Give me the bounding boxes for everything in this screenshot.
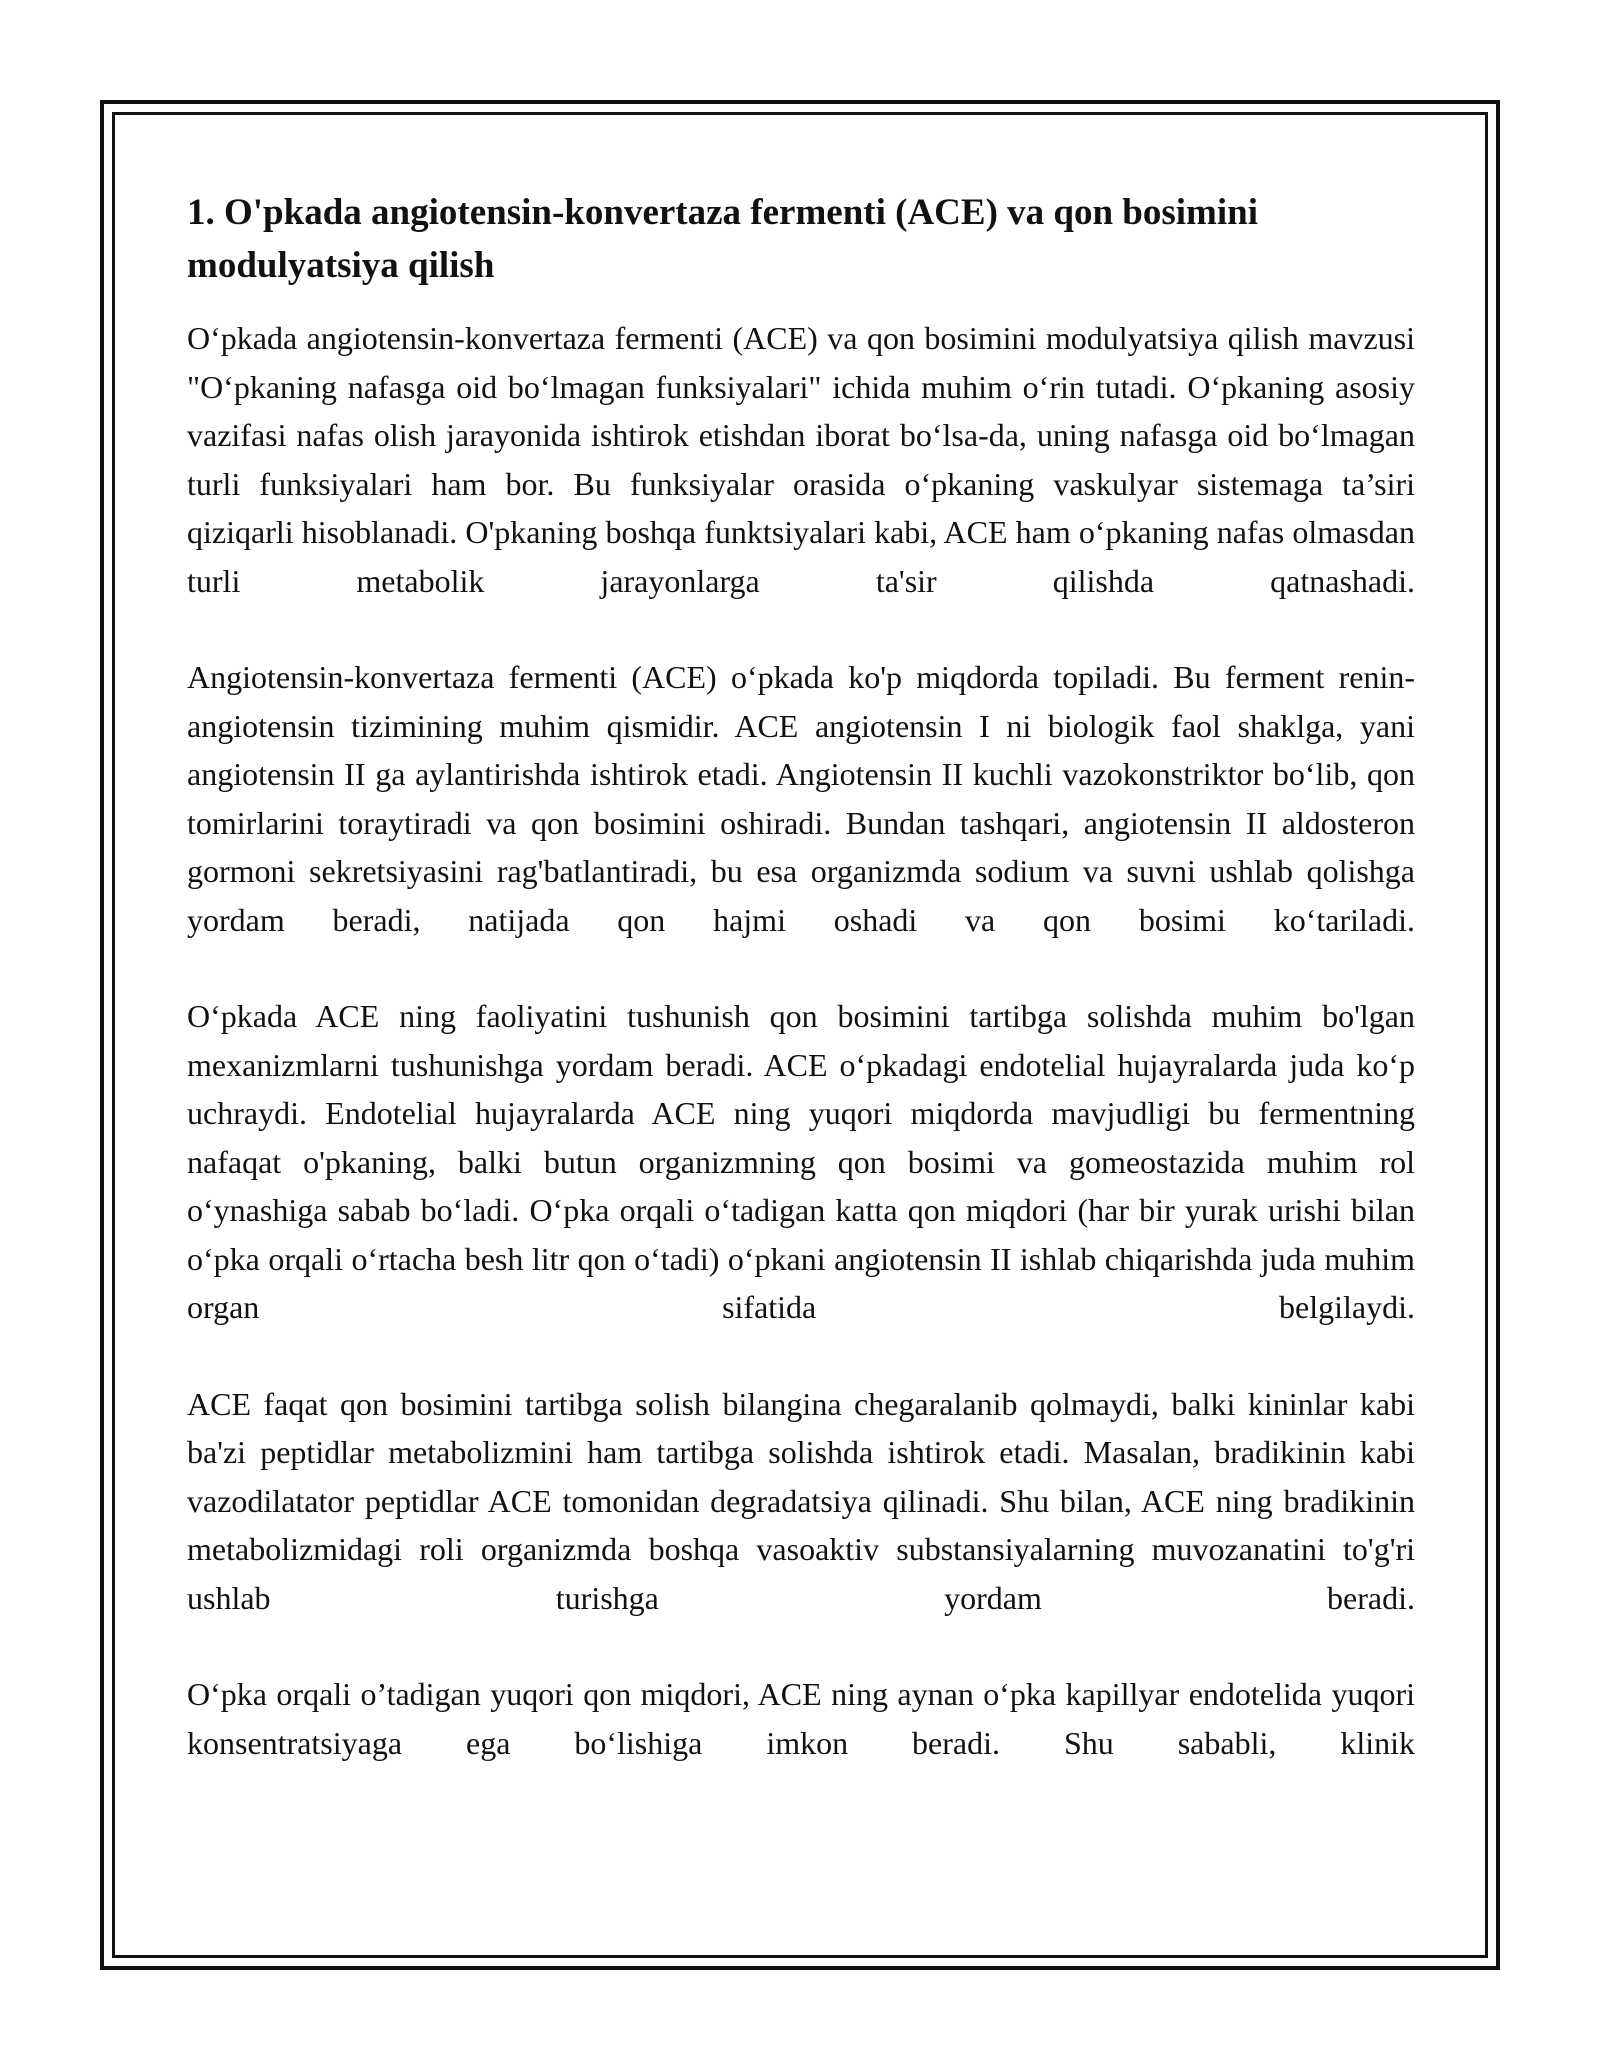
paragraph-1: O‘pkada angiotensin-konvertaza fermenti (ACE) va qon bosimini modulyatsiya qilish mavzusi "O‘pkaning nafasga oid bo‘lmagan funksiyalari" ichida muhim o‘rin tutadi. O‘pkaning asosiy vazifasi nafas olish jarayonida ishtirok etishdan iborat bo‘lsa-da, uning nafasga oid bo‘lmagan turli funksiyalari ham bor. Bu funksiyalar orasida o‘pkaning vaskulyar sistemaga ta’siri qiziqarli hisoblanadi. O'pkaning boshqa funktsiyalari kabi, ACE ham o‘pkaning nafas olmasdan turli metabolik jarayonlarga ta'sir qilishda qatnashadi. bbox=[187, 320, 1415, 599]
section-heading: 1. O'pkada angiotensin-konvertaza fermenti (ACE) va qon bosimini modulyatsiya qilish bbox=[187, 192, 1259, 286]
paragraph-4: ACE faqat qon bosimini tartibga solish bilangina chegaralanib qolmaydi, balki kininlar kabi ba'zi peptidlar metabolizmini ham tartibga solishda ishtirok etadi. Masalan, bradikinin kabi vazodilatator peptidlar ACE tomonidan degradatsiya qilinadi. Shu bilan, ACE ning bradikinin metabolizmidagi roli organizmda boshqa vasoaktiv substansiyalarning muvozanatini to'g'ri ushlab turishga yordam beradi. bbox=[187, 1385, 1415, 1616]
paragraph-2: Angiotensin-konvertaza fermenti (ACE) o‘pkada ko'p miqdorda topiladi. Bu ferment renin-angiotensin tizimining muhim qismidir. ACE angiotensin I ni biologik faol shaklga, yani angiotensin II ga aylantirishda ishtirok etadi. Angiotensin II kuchli vazokonstriktor bo‘lib, qon tomirlarini toraytiradi va qon bosimini oshiradi. Bundan tashqari, angiotensin II aldosteron gormoni sekretsiyasini rag'batlantiradi, bu esa organizmda sodium va suvni ushlab qolishga yordam beradi, natijada qon hajmi oshadi va qon bosimi ko‘tariladi. bbox=[187, 659, 1415, 938]
paragraph-3: O‘pkada ACE ning faoliyatini tushunish qon bosimini tartibga solishda muhim bo'lgan mexanizmlarni tushunishga yordam beradi. ACE o‘pkadagi endotelial hujayralarda juda ko‘p uchraydi. Endotelial hujayralarda ACE ning yuqori miqdorda mavjudligi bu fermentning nafaqat o'pkaning, balki butun organizmning qon bosimi va gomeostazida muhim rol o‘ynashiga sabab bo‘ladi. O‘pka orqali o‘tadigan katta qon miqdori (har bir yurak urishi bilan o‘pka orqali o‘rtacha besh litr qon o‘tadi) o‘pkani angiotensin II ishlab chiqarishda juda muhim organ sifatida belgilaydi. bbox=[187, 998, 1415, 1325]
paragraph-5: O‘pka orqali o’tadigan yuqori qon miqdori, ACE ning aynan o‘pka kapillyar endotelida yuqori konsentratsiyaga ega bo‘lishiga imkon beradi. Shu sababli, klinik bbox=[187, 1676, 1415, 1761]
document-body bbox=[187, 186, 1415, 1815]
